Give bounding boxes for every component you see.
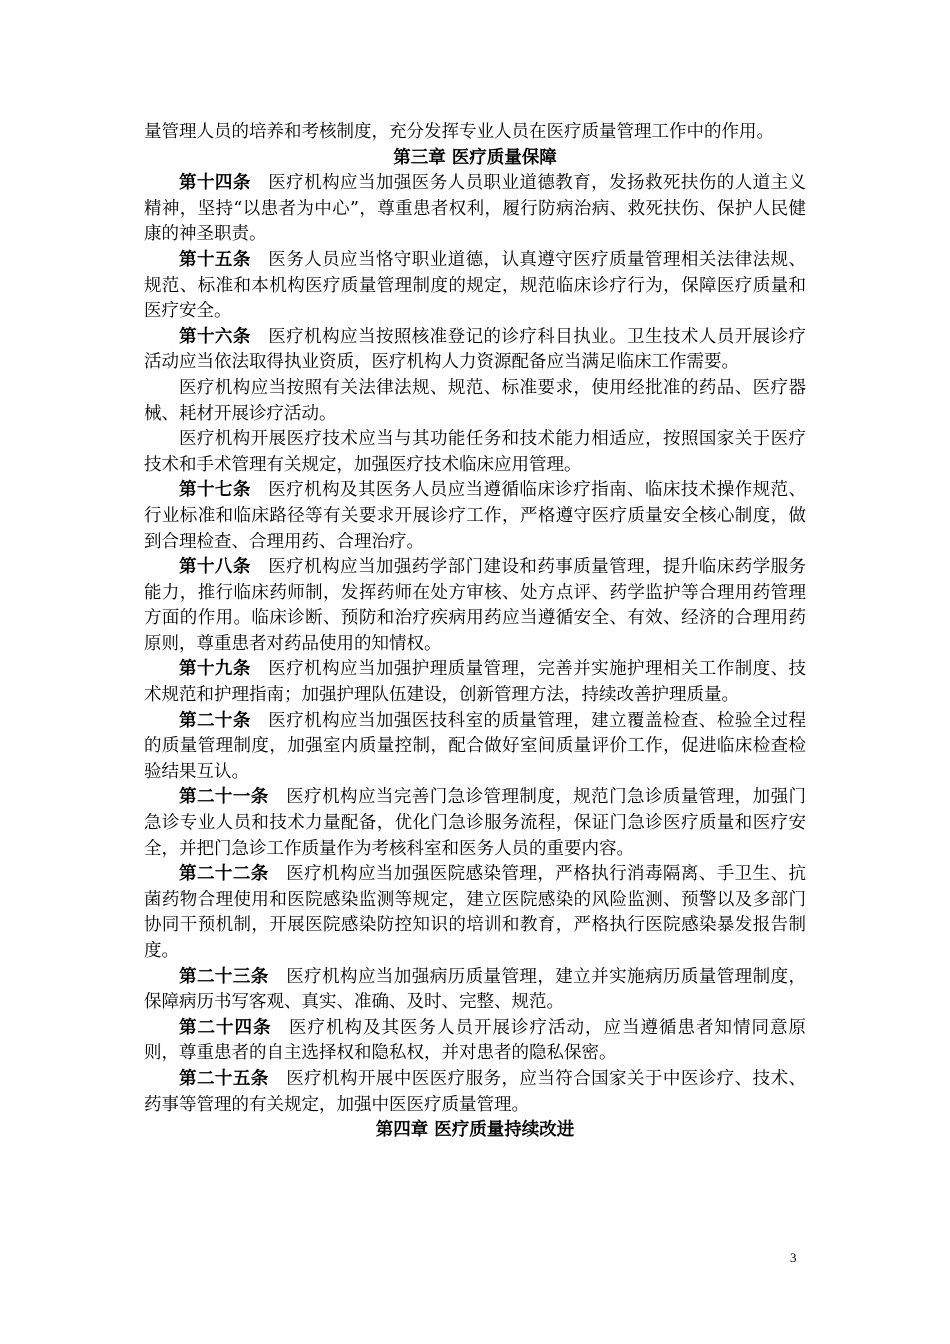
article-number: 第二十条 [179, 710, 251, 731]
article-22 [144, 862, 806, 964]
article-text: 医疗机构及其医务人员开展诊疗活动，应当遵循患者知情同意原则，尊重患者的自主选择权和隐私权，并对患者的隐私保密。 [144, 1017, 806, 1064]
chapter-3-heading: 第三章 医疗质量保障 [393, 147, 557, 168]
article-number: 第十五条 [179, 249, 251, 270]
article-text: 医疗机构应当加强病历质量管理，建立并实施病历质量管理制度，保障病历书写客观、真实、准确、及时、完整、规范。 [144, 966, 807, 1013]
article-text: 医疗机构开展中医医疗服务，应当符合国家关于中医诊疗、技术、药事等管理的有关规定，加强中医医疗质量管理。 [144, 1068, 807, 1115]
article-17 [144, 478, 806, 555]
article-text: 医疗机构应当按照核准登记的诊疗科目执业。卫生技术人员开展诊疗活动应当依法取得执业资质，医疗机构人力资源配备应当满足临床工作需要。 [144, 326, 807, 373]
paragraph-continuation: 量管理人员的培养和考核制度，充分发挥专业人员在医疗质量管理工作中的作用。 [144, 122, 774, 142]
article-number: 第十六条 [179, 326, 251, 347]
document-body [144, 120, 806, 1144]
article-number: 第十七条 [179, 480, 251, 501]
article-text: 医疗机构应当加强医务人员职业道德教育，发扬救死扶伤的人道主义精神，坚持“以患者为中心”，尊重患者权利，履行防病治病、救死扶伤、保护人民健康的神圣职责。 [144, 173, 807, 245]
article-16 [144, 325, 806, 376]
article-number: 第二十二条 [179, 864, 269, 885]
article-14 [144, 171, 806, 248]
article-25 [144, 1067, 806, 1118]
article-16-paragraph-2: 医疗机构应当按照有关法律法规、规范、标准要求，使用经批准的药品、医疗器械、耗材开展诊疗活动。 [144, 377, 806, 424]
page-number: 3 [790, 1250, 797, 1265]
article-text: 医疗机构应当加强医院感染管理，严格执行消毒隔离、手卫生、抗菌药物合理使用和医院感染监测等规定，建立医院感染的风险监测、预警以及多部门协同干预机制，开展医院感染防控知识的培训和教育，严格执行医院感染暴发报告制度。 [144, 864, 807, 961]
article-text: 医疗机构及其医务人员应当遵循临床诊疗指南、临床技术操作规范、行业标准和临床路径等有关要求开展诊疗工作，严格遵守医疗质量安全核心制度，做到合理检查、合理用药、合理治疗。 [144, 480, 807, 552]
article-21 [144, 785, 806, 862]
article-number: 第二十三条 [179, 966, 269, 987]
article-text: 医务人员应当恪守职业道德，认真遵守医疗质量管理相关法律法规、规范、标准和本机构医疗质量管理制度的规定，规范临床诊疗行为，保障医疗质量和医疗安全。 [144, 249, 807, 322]
article-23 [144, 965, 806, 1016]
chapter-4-heading: 第四章 医疗质量持续改进 [375, 1120, 575, 1141]
article-text: 医疗机构应当加强医技科室的质量管理，建立覆盖检查、检验全过程的质量管理制度，加强室内质量控制，配合做好室间质量评价工作，促进临床检查检验结果互认。 [144, 710, 807, 782]
article-15 [144, 248, 806, 325]
article-24 [144, 1016, 806, 1067]
article-text: 医疗机构应当加强药学部门建设和药事质量管理，提升临床药学服务能力，推行临床药师制，发挥药师在处方审核、处方点评、药学监护等合理用药管理方面的作用。临床诊断、预防和治疗疾病用药应当遵循安全、有效、经济的合理用药原则，尊重患者对药品使用的知情权。 [144, 557, 807, 654]
article-number: 第十九条 [179, 659, 251, 680]
article-number: 第二十四条 [179, 1017, 272, 1038]
article-number: 第二十一条 [179, 787, 269, 808]
article-20 [144, 709, 806, 786]
article-number: 第二十五条 [179, 1068, 269, 1089]
article-18 [144, 555, 806, 657]
article-text: 医疗机构应当加强护理质量管理，完善并实施护理相关工作制度、技术规范和护理指南；加强护理队伍建设，创新管理方法，持续改善护理质量。 [144, 659, 807, 706]
article-text: 医疗机构应当完善门急诊管理制度，规范门急诊质量管理，加强门急诊专业人员和技术力量配备，优化门急诊服务流程，保证门急诊医疗质量和医疗安全，并把门急诊工作质量作为考核科室和医务人员的重要内容。 [144, 787, 807, 859]
article-number: 第十四条 [179, 173, 251, 194]
article-16-paragraph-3: 医疗机构开展医疗技术应当与其功能任务和技术能力相适应，按照国家关于医疗技术和手术管理有关规定，加强医疗技术临床应用管理。 [144, 429, 806, 475]
article-19 [144, 657, 806, 708]
article-number: 第十八条 [179, 557, 251, 578]
